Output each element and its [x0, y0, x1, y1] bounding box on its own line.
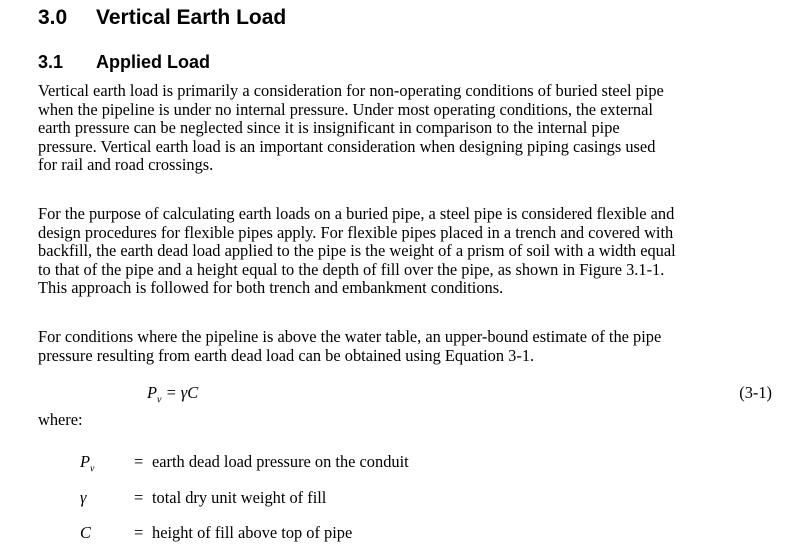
subsection-heading — [38, 50, 210, 74]
definition-row — [0, 488, 800, 508]
definition-text: total dry unit weight of fill — [152, 488, 327, 507]
paragraph-line: design procedures for flexible pipes apply. For flexible pipes placed in a trench and covered with — [38, 222, 674, 242]
paragraph-line: when the pipeline is under no internal pressure. Under most operating conditions, the external — [38, 99, 653, 119]
definition-equals: = — [134, 452, 144, 471]
paragraph-line: to that of the pipe and a height equal to the depth of fill over the pipe, as shown in Figure 3.1-1. — [38, 259, 665, 279]
paragraph-line: For the purpose of calculating earth loads on a buried pipe, a steel pipe is considered flexible and — [38, 204, 675, 223]
paragraph-1 — [38, 82, 778, 175]
paragraph-line: Vertical earth load is primarily a consideration for non-operating conditions of buried steel pipe — [38, 81, 664, 100]
equation-number: (3-1) — [739, 383, 772, 402]
definition-equals: = — [134, 488, 144, 507]
paragraph-3 — [38, 328, 778, 365]
paragraph-2 — [38, 205, 778, 298]
definition-equals: = — [134, 523, 144, 542]
subsection-number: 3.1 — [38, 52, 64, 72]
equation-lhs: P — [147, 383, 158, 402]
section-heading — [38, 4, 286, 32]
definition-row — [0, 452, 800, 475]
section-number: 3.0 — [38, 6, 68, 29]
definition-row — [0, 523, 800, 543]
definition-symbol: $P_v$ — [80, 452, 95, 475]
paragraph-line: earth pressure can be neglected since it is insignificant in comparison to the internal pipe — [38, 118, 620, 137]
paragraph-line: For conditions where the pipeline is above the water table, an upper-bound estimate of the pipe — [38, 327, 662, 346]
subsection-title: Applied Load — [96, 52, 210, 72]
paragraph-line: pressure resulting from earth dead load can be obtained using Equation 3-1. — [38, 345, 535, 365]
paragraph-line: backfill, the earth dead load applied to the pipe is the weight of a prism of soil with a width equal — [38, 241, 676, 260]
section-title: Vertical Earth Load — [96, 6, 287, 29]
equation-rhs: = γC — [165, 383, 199, 402]
definition-symbol: C — [80, 523, 91, 542]
definition-text: height of fill above top of pipe — [152, 523, 353, 542]
paragraph-line: This approach is followed for both trench and embankment conditions. — [38, 278, 504, 297]
paragraph-line: for rail and road crossings. — [38, 155, 214, 174]
equation-lhs-subscript: v — [157, 394, 162, 406]
definition-text: earth dead load pressure on the conduit — [152, 452, 409, 471]
where-label: where: — [38, 410, 83, 429]
paragraph-line: pressure. Vertical earth load is an important consideration when designing piping casings used — [38, 136, 656, 156]
definition-symbol: γ — [80, 488, 87, 507]
equation — [147, 383, 198, 405]
